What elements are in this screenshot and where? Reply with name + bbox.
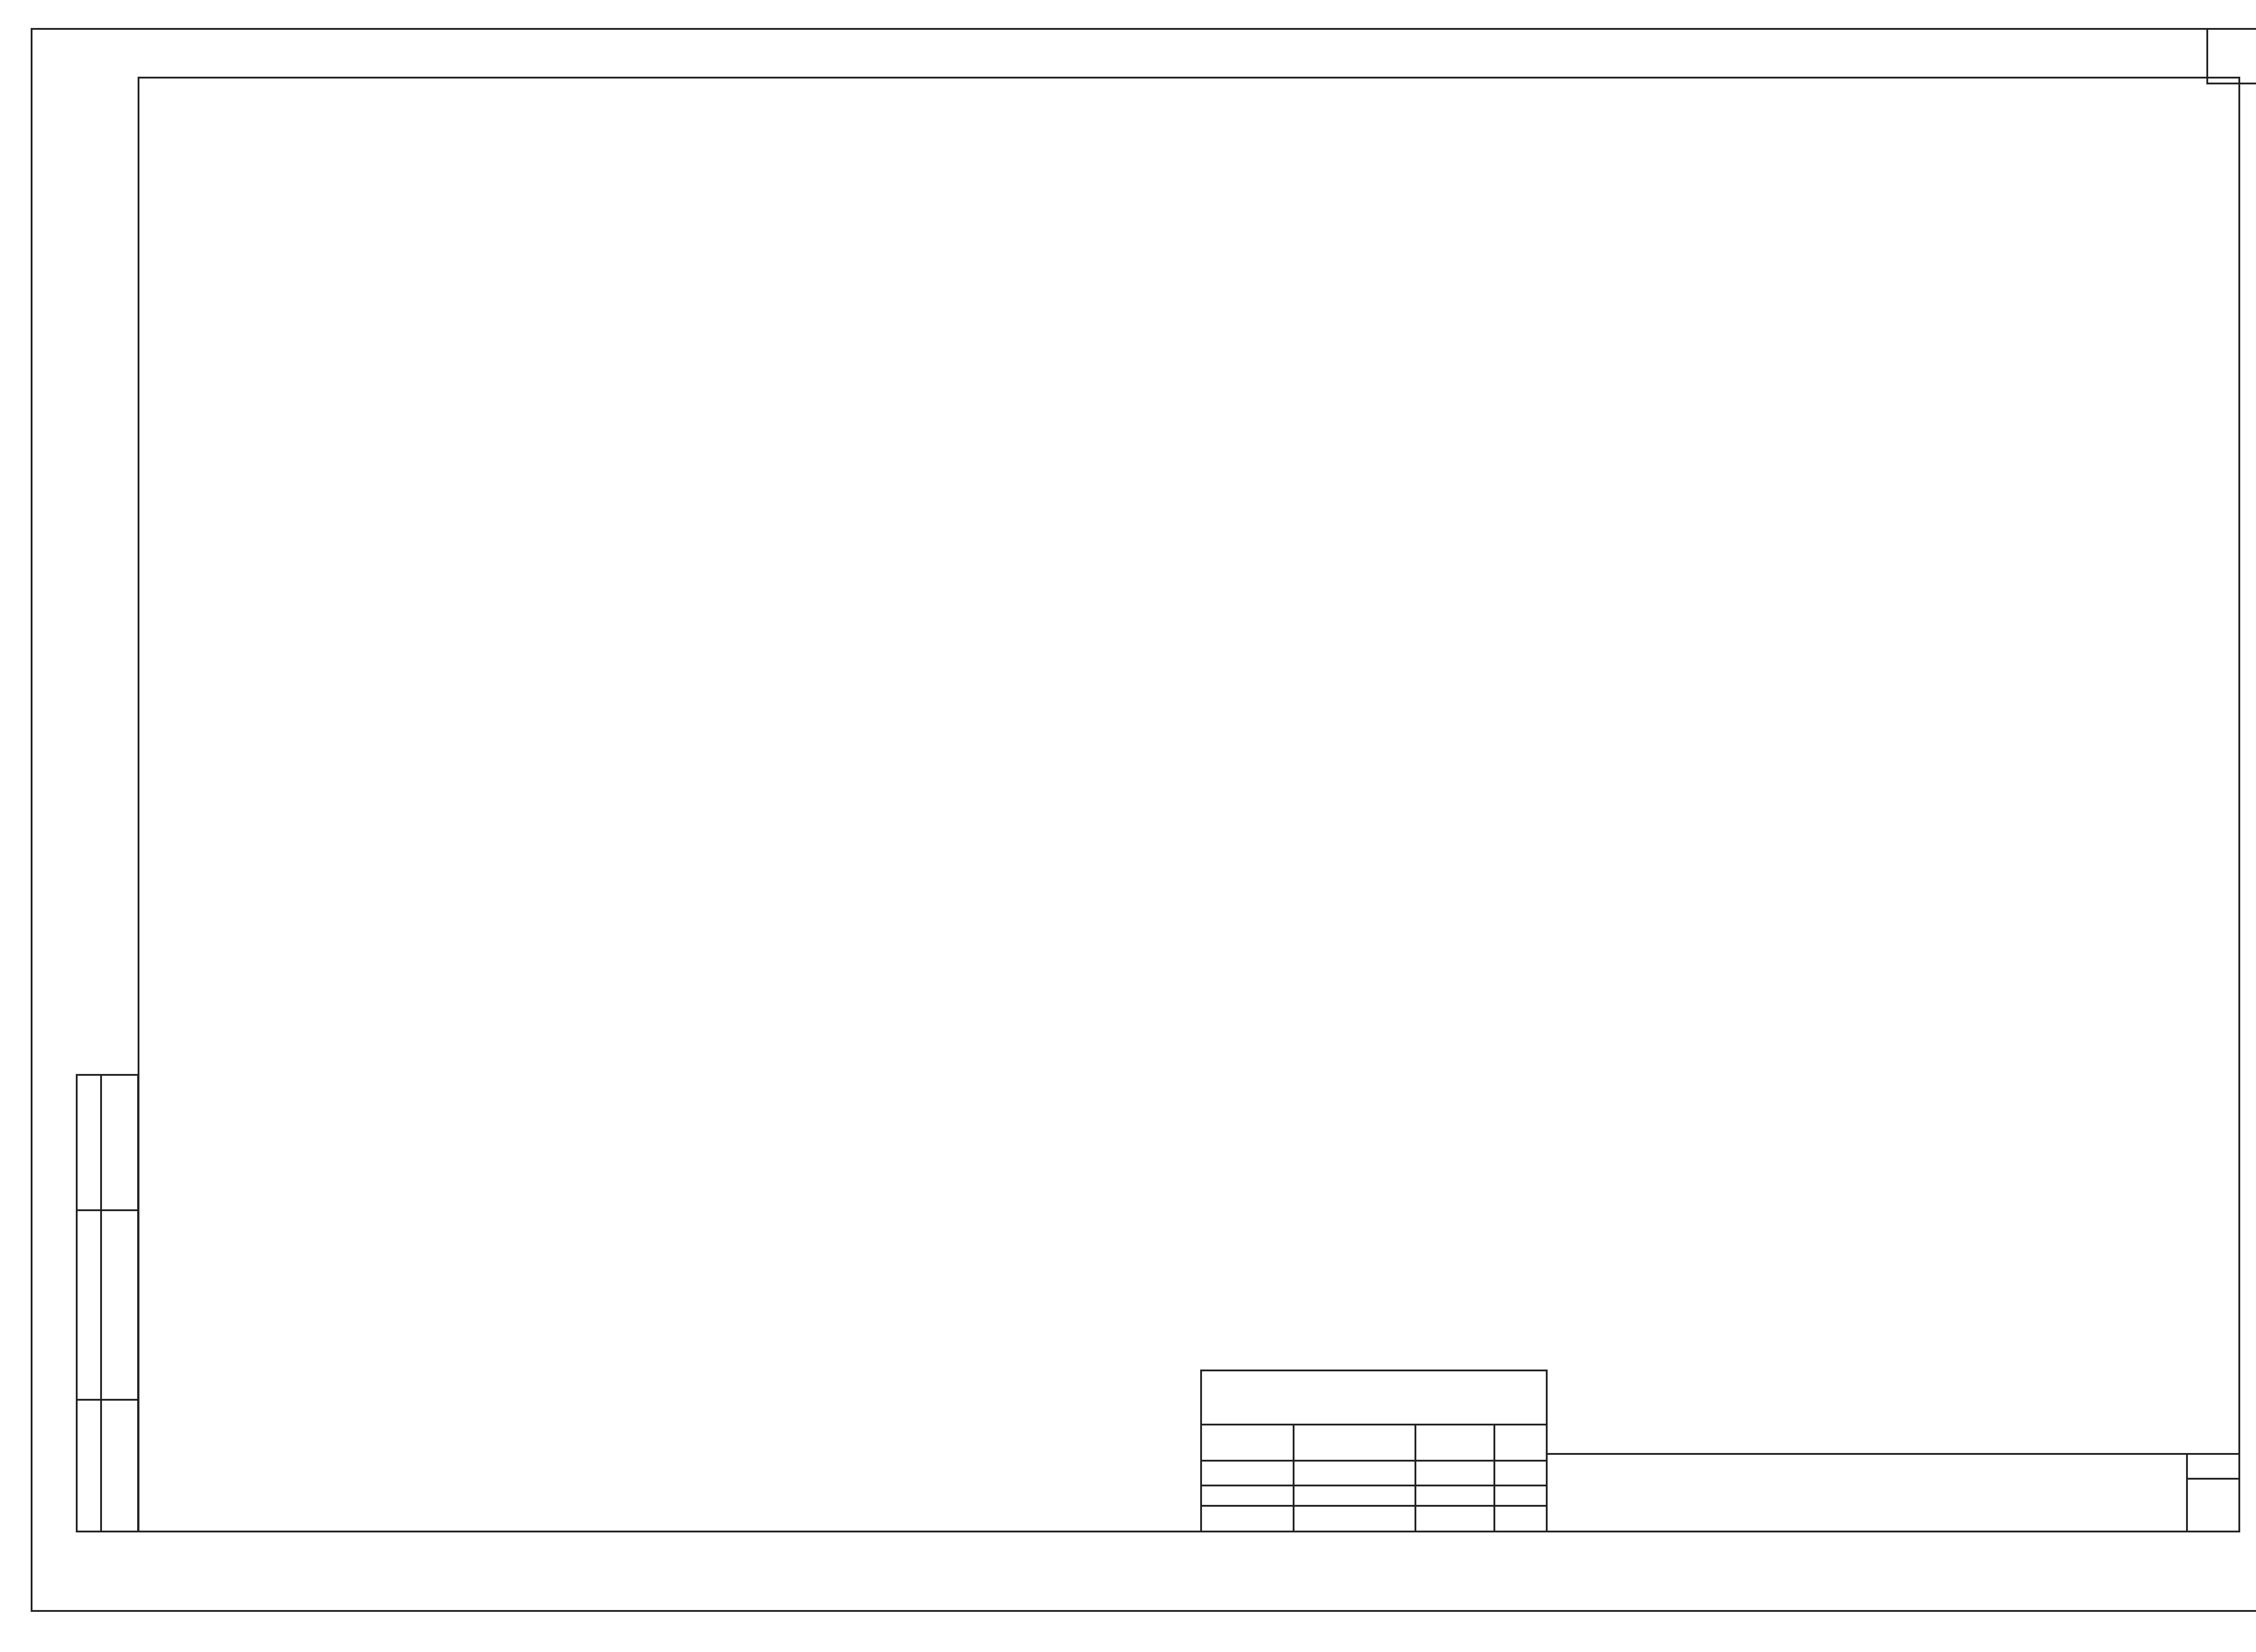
privyazan-line bbox=[1200, 1424, 1548, 1425]
main-frame bbox=[138, 77, 2240, 1532]
side-stamp-divider-1 bbox=[76, 1209, 139, 1211]
privyazan-v2 bbox=[1415, 1424, 1416, 1532]
privyazan-line2 bbox=[1200, 1460, 1548, 1462]
privyazan-line4 bbox=[1200, 1505, 1548, 1507]
sheet-number-top-box bbox=[2206, 28, 2256, 84]
list-box-h bbox=[2186, 1478, 2240, 1480]
side-stamp-divider-v bbox=[100, 1074, 102, 1532]
side-stamp bbox=[76, 1074, 139, 1532]
privyazan-block bbox=[1200, 1370, 1548, 1532]
stamp-top-line bbox=[1548, 1453, 2240, 1455]
list-box-v bbox=[2186, 1453, 2188, 1532]
privyazan-v3 bbox=[1493, 1424, 1495, 1532]
side-stamp-divider-2 bbox=[76, 1399, 139, 1401]
privyazan-line3 bbox=[1200, 1485, 1548, 1486]
privyazan-v1 bbox=[1293, 1424, 1294, 1532]
